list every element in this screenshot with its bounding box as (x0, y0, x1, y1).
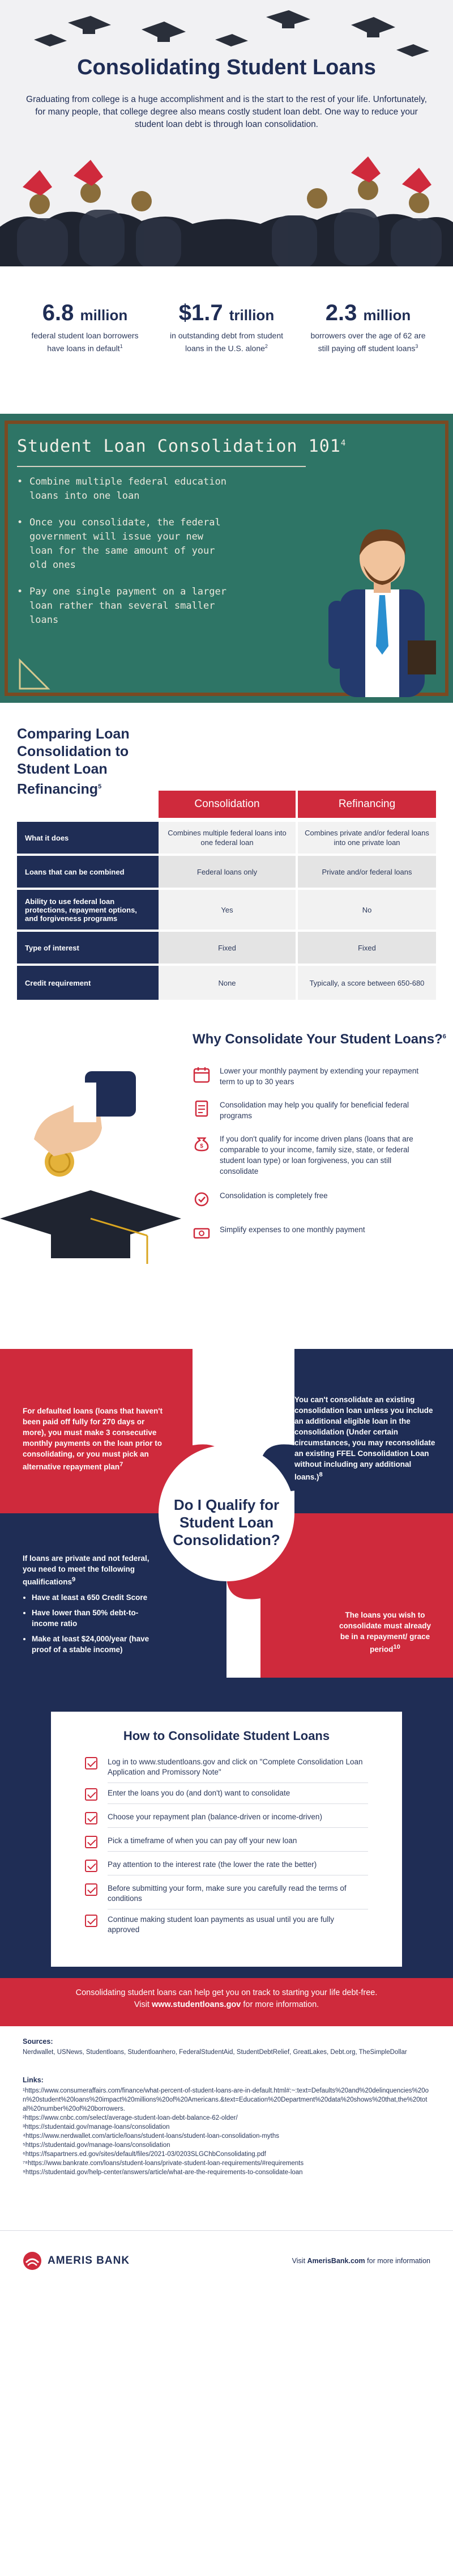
stat-outstanding-debt (164, 300, 289, 354)
stat-unit: trillion (229, 307, 275, 324)
step-text: Continue making student loan payments as usual until you are fully approved (108, 1915, 334, 1934)
footnote-ref: 4 (340, 439, 347, 448)
step-text: Log in to www.studentloans.gov and click on "Complete Consolidation Loan Application and Promissory Note" (108, 1758, 363, 1776)
ameris-bank-link[interactable]: AmerisBank.com (307, 2257, 365, 2265)
step-item (85, 1860, 368, 1870)
qualify-title: Do I Qualify for Student Loan Consolidation? (173, 1496, 280, 1548)
step-item (85, 1757, 368, 1777)
qualify-repayment-period: The loans you wish to consolidate must already be in a repayment/ grace period$^{10}$ (339, 1611, 431, 1654)
sources-section (0, 2026, 453, 2230)
chalkboard-title: Student Loan Consolidation $101^4$ (17, 436, 347, 456)
source-link[interactable]: ⁶https://fsapartners.ed.gov/sites/default/files/2021-03/0203SLGChbConsolidating.pdf (23, 2151, 266, 2158)
cell-consolidation: Fixed (159, 932, 296, 964)
stat-defaults (23, 300, 147, 354)
chalkboard-item: • Once you consolidate, the federal government will issue your new loan for the same amount of your old ones (17, 516, 232, 572)
money-bag-icon (193, 1134, 211, 1152)
checkbox-icon (85, 1883, 97, 1896)
how-title: How to Consolidate Student Loans (123, 1729, 330, 1743)
footnote-ref: 9 (72, 1576, 76, 1583)
cell-refinancing: Typically, a score between 650-680 (298, 966, 436, 1000)
source-link[interactable]: ⁹https://studentaid.gov/help-center/answers/article/what-are-the-requirements-to-consolidate-loan (23, 2169, 303, 2176)
bank-visit-text: Visit AmerisBank.com for more information (292, 2257, 430, 2265)
badge-icon (193, 1190, 211, 1208)
col-header-refinancing: Refinancing (298, 791, 436, 818)
why-item-text: Simplify expenses to one monthly payment (220, 1225, 365, 1234)
footnote-ref: 1 (119, 343, 123, 349)
checkbox-icon (85, 1836, 97, 1848)
why-item-text: If you don't qualify for income driven plans (loans that are comparable to your income, family size, state, or federal student loan type) or loan forgiveness, you can still consolidate (220, 1135, 413, 1175)
source-link[interactable]: ⁴https://www.nerdwallet.com/article/loans/student-loans/student-loan-consolidation-myths (23, 2133, 280, 2140)
stat-desc: federal student loan borrowers have loans in default (31, 331, 139, 353)
stat-desc: borrowers over the age of 62 are still paying off student loans (310, 331, 426, 353)
checkbox-icon (85, 1788, 97, 1801)
teacher-illustration (317, 516, 447, 697)
links-label: Links: (23, 2076, 44, 2084)
row-label: Loans that can be combined (17, 856, 159, 888)
step-text: Pay attention to the interest rate (the lower the rate the better) (108, 1860, 317, 1869)
qualify-private-loans: If loans are private and not federal, you need to meet the following qualifications$^9$ • Have at least a 650 Credit Score • Have lower than 50% debt-to-income ratio • Make at least $24,000/year (have proof of a stable income) (23, 1553, 164, 1660)
footnote-ref: 3 (415, 343, 418, 349)
step-item (85, 1788, 368, 1798)
step-item (85, 1915, 368, 1935)
ameris-bank-logo (23, 2251, 130, 2271)
step-text: Choose your repayment plan (balance-driven or income-driven) (108, 1813, 322, 1821)
why-item (193, 1190, 430, 1201)
qualify-private-item: • Have at least a 650 Credit Score (32, 1592, 164, 1603)
svg-text:$: $ (200, 1143, 203, 1149)
source-link[interactable]: ⁷⁸https://www.bankrate.com/loans/student-loans/private-student-loan-requirements/#requirements (23, 2160, 304, 2167)
step-text: Before submitting your form, make sure you carefully read the terms of conditions (108, 1884, 347, 1903)
qualify-defaulted-loans: For defaulted loans (loans that haven't been paid off fully for 270 days or more), you must make 3 consecutive monthly payments on the loan prior to consolidating, or you must pick an alternative repayment plan$^7$ (23, 1407, 163, 1471)
checkbox-icon (85, 1757, 97, 1769)
sources-text: Nerdwallet, USNews, Studentloans, Studentloanhero, FederalStudentAid, StudentDebtRelief, GreatLakes, Debt.org, TheSimpleDollar (23, 2049, 407, 2056)
chalk-underline (17, 466, 306, 467)
why-item (193, 1224, 430, 1235)
qualify-section (0, 1326, 453, 1678)
stat-unit: million (80, 307, 128, 324)
stat-figure: 6.8 (42, 300, 74, 325)
stat-figure: $1.7 (178, 300, 223, 325)
qualify-private-item: • Make at least $24,000/year (have proof of a stable income) (32, 1633, 164, 1655)
hand-graduation-cap-illustration (0, 1049, 187, 1275)
source-link[interactable]: ²https://www.cnbc.com/select/average-student-loan-debt-balance-62-older/ (23, 2115, 238, 2121)
checkbox-icon (85, 1812, 97, 1824)
stat-figure: 2.3 (325, 300, 357, 325)
why-item-text: Lower your monthly payment by extending your repayment term to up to 30 years (220, 1067, 419, 1086)
cta-banner (0, 1978, 453, 2026)
source-link[interactable]: ³https://studentaid.gov/manage-loans/consolidation (23, 2124, 170, 2131)
qualify-private-item: • Have lower than 50% debt-to-income ratio (32, 1607, 164, 1629)
stat-older-borrowers (306, 300, 430, 354)
footnote-ref: 8 (319, 1471, 323, 1478)
why-item (193, 1100, 430, 1121)
comparison-section (0, 703, 453, 1009)
cell-consolidation: Combines multiple federal loans into one federal loan (159, 822, 296, 854)
why-item (193, 1134, 430, 1177)
checkbox-icon (85, 1860, 97, 1872)
row-label: Ability to use federal loan protections, repayment options, and forgiveness programs (17, 890, 159, 930)
source-link[interactable]: ¹https://www.consumeraffairs.com/finance/what-percent-of-student-loans-are-in-default.html#:~:text=Defaults%20and%20delinquencies%20on%20student%20loans%20impact%20millions%20of%20Americans.&text=Education%20Department%20data%20shows%20that,the%20total%20number%20of%20borrowers. (23, 2087, 429, 2112)
cta-text: Consolidating student loans can help get you on track to starting your life debt-free. Visit www.studentloans.gov for more information. (75, 1988, 378, 2009)
checkbox-icon (85, 1915, 97, 1927)
footnote-ref: 5 (98, 783, 102, 790)
ruler-icon (17, 657, 51, 691)
source-link[interactable]: ⁵https://studentaid.gov/manage-loans/consolidation (23, 2142, 170, 2149)
cell-refinancing: No (298, 890, 436, 930)
graduation-caps-illustration (0, 0, 453, 266)
chalkboard-section (0, 414, 453, 703)
how-to-section (0, 1678, 453, 1978)
footer (0, 2230, 453, 2293)
why-item-text: Consolidation is completely free (220, 1191, 328, 1200)
cell-refinancing: Fixed (298, 932, 436, 964)
cell-consolidation: Federal loans only (159, 856, 296, 888)
footnote-ref: 7 (119, 1461, 123, 1468)
cell-refinancing: Private and/or federal loans (298, 856, 436, 888)
cash-icon (193, 1224, 211, 1242)
footnote-ref: 6 (442, 1033, 446, 1040)
footnote-ref: 10 (393, 1644, 400, 1650)
stats-section (0, 266, 453, 414)
studentloans-link[interactable]: www.studentloans.gov (151, 2000, 241, 2009)
why-title: Why Consolidate Your Student Loans?$^6$ (193, 1032, 446, 1047)
bank-name: AMERIS BANK (48, 2255, 130, 2267)
qualify-existing-consolidation: You can't consolidate an existing consolidation loan unless you include an additional eligible loan in the consolidation (Under certain circumstances, you may reconsolidate an existing FFEL Consolidation Loan without including any additional loans.)$^8$ (294, 1395, 435, 1482)
hero-section (0, 0, 453, 266)
comparison-title: Comparing Loan Consolidation to Student Loan Refinancing$^5$ (17, 726, 130, 797)
page-title: Consolidating Student Loans (77, 56, 376, 79)
col-header-consolidation: Consolidation (159, 791, 296, 818)
why-consolidate-section (0, 1009, 453, 1326)
qualify-private-list (23, 1592, 164, 1655)
row-label: What it does (17, 822, 159, 854)
why-item-text: Consolidation may help you qualify for beneficial federal programs (220, 1101, 409, 1120)
sources-label: Sources: (23, 2038, 53, 2045)
row-label: Credit requirement (17, 966, 159, 1000)
step-item (85, 1812, 368, 1822)
step-text: Pick a timeframe of when you can pay off your new loan (108, 1836, 297, 1845)
cell-consolidation: Yes (159, 890, 296, 930)
links-list (23, 2086, 430, 2177)
chalkboard-item: • Pay one single payment on a larger loan rather than several smaller loans (17, 585, 232, 627)
ameris-logo-icon (23, 2251, 42, 2271)
row-label: Type of interest (17, 932, 159, 964)
document-icon (193, 1100, 211, 1118)
why-item (193, 1066, 430, 1087)
intro-paragraph: Graduating from college is a huge accomplishment and is the start to the rest of your life. Unfortunately, for many people, that college degree also means costly student loan debt. One way to reduce your student loan debt is through loan consolidation. (26, 95, 427, 129)
stat-unit: million (363, 307, 411, 324)
calendar-icon (193, 1066, 211, 1084)
step-item (85, 1883, 368, 1904)
stat-desc: in outstanding debt from student loans in the U.S. alone (169, 331, 284, 353)
chalkboard-list (17, 475, 232, 640)
footnote-ref: 2 (264, 343, 268, 349)
chalkboard-item: • Combine multiple federal education loans into one loan (17, 475, 232, 503)
cell-refinancing: Combines private and/or federal loans into one private loan (298, 822, 436, 854)
step-text: Enter the loans you do (and don't) want to consolidate (108, 1789, 290, 1797)
step-item (85, 1836, 368, 1846)
cell-consolidation: None (159, 966, 296, 1000)
